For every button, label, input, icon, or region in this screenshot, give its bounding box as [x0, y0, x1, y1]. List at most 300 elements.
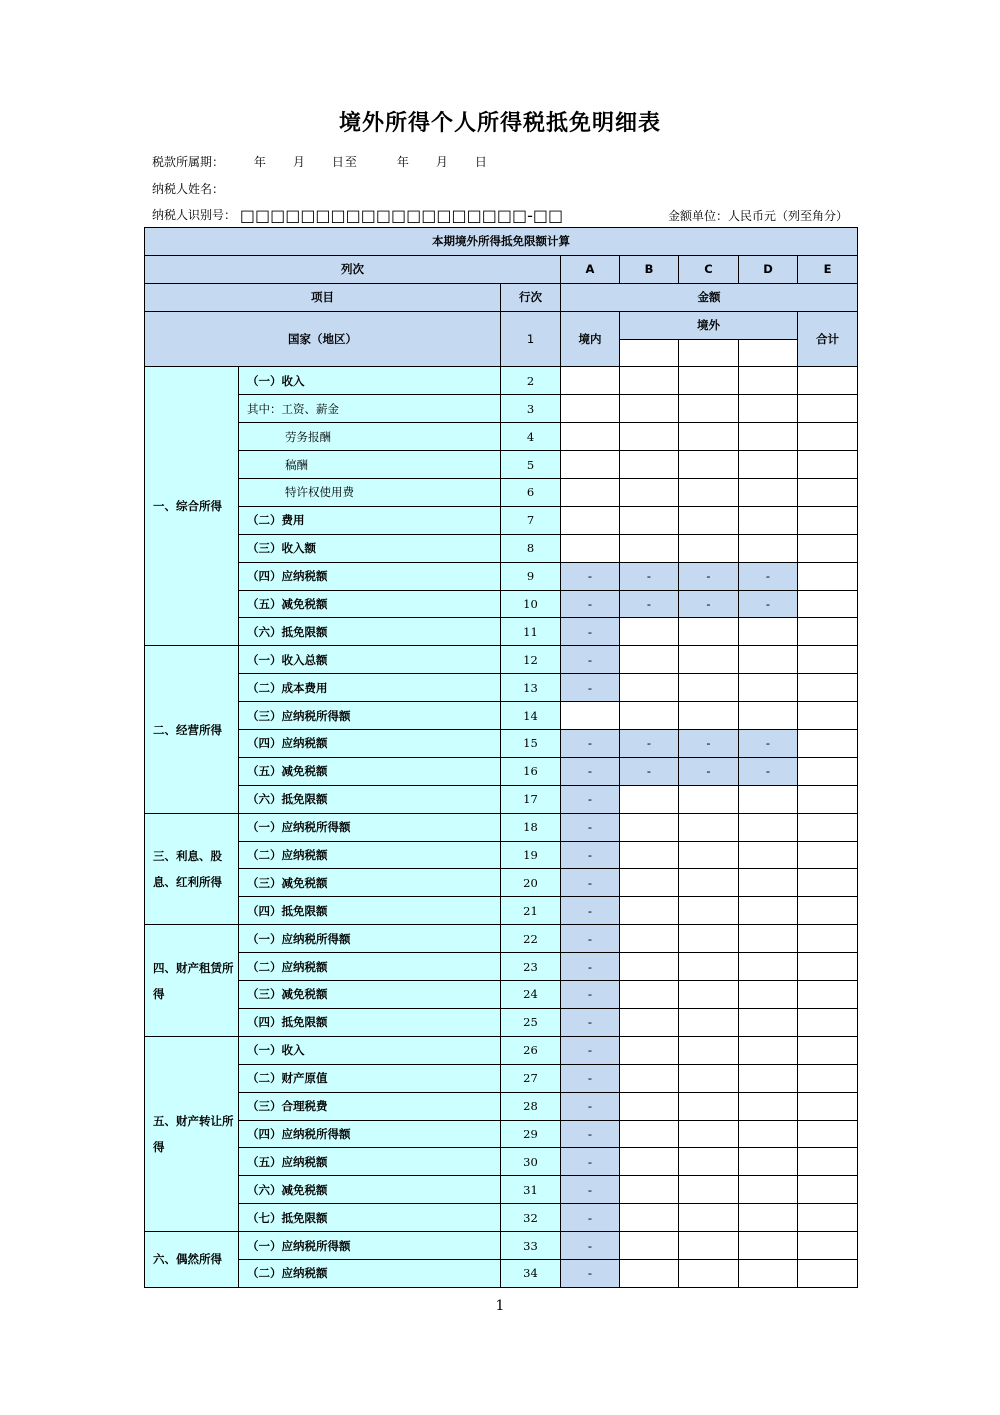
amount-input-b[interactable] [620, 1176, 679, 1204]
amount-input-b[interactable] [620, 869, 679, 897]
row-item-label: （二）应纳税额 [239, 953, 501, 981]
amount-input-a[interactable] [561, 451, 620, 479]
table-row [145, 1064, 858, 1092]
amount-input-d[interactable] [739, 981, 798, 1009]
row-number: 27 [501, 1064, 561, 1092]
disabled-cell-d: - [739, 562, 798, 590]
amount-input-b[interactable] [620, 1204, 679, 1232]
disabled-cell-a: - [561, 1036, 620, 1064]
table-row [145, 841, 858, 869]
row-item-label: （二）应纳税额 [239, 1259, 501, 1287]
row-number: 12 [501, 646, 561, 674]
amount-input-d[interactable] [739, 451, 798, 479]
disabled-cell-a: - [561, 841, 620, 869]
amount-input-e[interactable] [798, 590, 858, 618]
row-number: 22 [501, 925, 561, 953]
row-number: 28 [501, 1092, 561, 1120]
amount-input-d[interactable] [739, 1064, 798, 1092]
amount-input-d[interactable] [739, 479, 798, 507]
table-row [145, 1120, 858, 1148]
period-value: 年 月 日至 年 月 日 [253, 155, 488, 169]
row-number: 25 [501, 1008, 561, 1036]
col-d: D [739, 255, 798, 283]
col-label: 列次 [145, 255, 561, 283]
table-row [145, 730, 858, 758]
amount-input-c[interactable] [679, 367, 739, 395]
table-row [145, 1232, 858, 1260]
row-number: 34 [501, 1259, 561, 1287]
amount-input-e[interactable] [798, 1120, 858, 1148]
disabled-cell-a: - [561, 1232, 620, 1260]
col-a: A [561, 255, 620, 283]
table-row [145, 590, 858, 618]
row-item-label: （三）应纳税所得额 [239, 702, 501, 730]
id-boxes[interactable]: □□□□□□□□□□□□□□□□□□□-□□ [239, 206, 564, 225]
table-row [145, 1008, 858, 1036]
amount-input-d[interactable] [739, 423, 798, 451]
row-number: 15 [501, 730, 561, 758]
amount-input-d[interactable] [739, 367, 798, 395]
table-row [145, 367, 858, 395]
amount-input-a[interactable] [561, 423, 620, 451]
amount-unit: 金额单位：人民币元（列至角分） [667, 209, 848, 223]
amount-input-c[interactable] [679, 1148, 739, 1176]
table-row [145, 925, 858, 953]
amount-input-d[interactable] [739, 618, 798, 646]
amount-input-d[interactable] [739, 646, 798, 674]
period-label: 税款所属期： [152, 155, 225, 169]
table-row [145, 702, 858, 730]
amount-input-d[interactable] [739, 785, 798, 813]
amount-input-b[interactable] [620, 1036, 679, 1064]
row-number: 11 [501, 618, 561, 646]
amount-input-e[interactable] [798, 1092, 858, 1120]
amount-input-d[interactable] [739, 925, 798, 953]
amount-input-e[interactable] [798, 1148, 858, 1176]
amount-input-e[interactable] [798, 562, 858, 590]
category-label: 三、利息、股息、红利所得 [145, 813, 239, 925]
disabled-cell-a: - [561, 1259, 620, 1287]
amount-input-c[interactable] [679, 423, 739, 451]
row-number: 32 [501, 1204, 561, 1232]
section-title: 本期境外所得抵免限额计算 [145, 228, 858, 256]
disabled-cell-a: - [561, 925, 620, 953]
amount-input-e[interactable] [798, 423, 858, 451]
amount-input-d[interactable] [739, 1232, 798, 1260]
disabled-cell-a: - [561, 1064, 620, 1092]
row-number: 23 [501, 953, 561, 981]
row-number: 18 [501, 813, 561, 841]
country-d-input[interactable] [739, 339, 798, 367]
row-label: 行次 [501, 283, 561, 311]
disabled-cell-a: - [561, 618, 620, 646]
amount-input-e[interactable] [798, 813, 858, 841]
country-row-number: 1 [501, 311, 561, 367]
category-label: 五、财产转让所得 [145, 1036, 239, 1231]
table-row [145, 562, 858, 590]
amount-input-c[interactable] [679, 506, 739, 534]
row-item-label: （三）收入额 [239, 534, 501, 562]
table-row [145, 869, 858, 897]
amount-input-d[interactable] [739, 1259, 798, 1287]
row-item-label: （二）成本费用 [239, 674, 501, 702]
row-number: 6 [501, 479, 561, 507]
amount-input-b[interactable] [620, 1092, 679, 1120]
row-item-label: （五）减免税额 [239, 757, 501, 785]
amount-input-d[interactable] [739, 1176, 798, 1204]
table-row [145, 813, 858, 841]
amount-input-d[interactable] [739, 534, 798, 562]
disabled-cell-b: - [620, 757, 679, 785]
row-item-label: （三）减免税额 [239, 869, 501, 897]
row-item-label: 稿酬 [239, 451, 501, 479]
domestic-label: 境内 [561, 311, 620, 367]
row-item-label: （一）应纳税所得额 [239, 813, 501, 841]
row-item-label: （三）减免税额 [239, 981, 501, 1009]
row-item-label: （七）抵免限额 [239, 1204, 501, 1232]
amount-input-b[interactable] [620, 674, 679, 702]
amount-input-c[interactable] [679, 702, 739, 730]
id-label: 纳税人识别号： [152, 208, 237, 222]
row-number: 19 [501, 841, 561, 869]
row-item-label: （四）应纳税所得额 [239, 1120, 501, 1148]
amount-input-e[interactable] [798, 451, 858, 479]
row-item-label: （四）应纳税额 [239, 730, 501, 758]
disabled-cell-a: - [561, 562, 620, 590]
disabled-cell-a: - [561, 590, 620, 618]
amount-input-d[interactable] [739, 869, 798, 897]
row-number: 8 [501, 534, 561, 562]
table-row [145, 953, 858, 981]
amount-input-e[interactable] [798, 367, 858, 395]
table-row [145, 534, 858, 562]
disabled-cell-a: - [561, 1008, 620, 1036]
table-row [145, 981, 858, 1009]
amount-input-b[interactable] [620, 841, 679, 869]
row-number: 31 [501, 1176, 561, 1204]
disabled-cell-a: - [561, 1176, 620, 1204]
disabled-cell-a: - [561, 1204, 620, 1232]
col-c: C [679, 255, 739, 283]
period-line [152, 153, 488, 170]
table-row [145, 506, 858, 534]
table-row [145, 395, 858, 423]
disabled-cell-a: - [561, 1148, 620, 1176]
amount-input-e[interactable] [798, 841, 858, 869]
country-b-input[interactable] [620, 339, 679, 367]
row-number: 9 [501, 562, 561, 590]
amount-input-c[interactable] [679, 618, 739, 646]
disabled-cell-a: - [561, 897, 620, 925]
amount-input-b[interactable] [620, 1120, 679, 1148]
amount-input-e[interactable] [798, 869, 858, 897]
page-title: 境外所得个人所得税抵免明细表 [338, 111, 661, 136]
amount-input-c[interactable] [679, 479, 739, 507]
disabled-cell-a: - [561, 674, 620, 702]
amount-input-d[interactable] [739, 841, 798, 869]
amount-input-c[interactable] [679, 1120, 739, 1148]
table-row [145, 674, 858, 702]
row-item-label: （六）减免税额 [239, 1176, 501, 1204]
row-number: 7 [501, 506, 561, 534]
row-item-label: （三）合理税费 [239, 1092, 501, 1120]
row-number: 26 [501, 1036, 561, 1064]
table-row [145, 1204, 858, 1232]
amount-input-d[interactable] [739, 702, 798, 730]
amount-input-d[interactable] [739, 506, 798, 534]
disabled-cell-c: - [679, 757, 739, 785]
row-number: 2 [501, 367, 561, 395]
disabled-cell-a: - [561, 1120, 620, 1148]
amount-input-c[interactable] [679, 1204, 739, 1232]
amount-input-e[interactable] [798, 730, 858, 758]
table-row [145, 757, 858, 785]
disabled-cell-d: - [739, 590, 798, 618]
row-item-label: （一）收入总额 [239, 646, 501, 674]
amount-input-b[interactable] [620, 702, 679, 730]
row-item-label: （二）费用 [239, 506, 501, 534]
amount-input-c[interactable] [679, 1259, 739, 1287]
amount-input-b[interactable] [620, 367, 679, 395]
category-label: 四、财产租赁所得 [145, 925, 239, 1037]
table-row [145, 646, 858, 674]
disabled-cell-a: - [561, 813, 620, 841]
amount-input-c[interactable] [679, 925, 739, 953]
disabled-cell-b: - [620, 730, 679, 758]
row-number: 5 [501, 451, 561, 479]
amount-input-b[interactable] [620, 451, 679, 479]
table-row [145, 1176, 858, 1204]
category-label: 六、偶然所得 [145, 1232, 239, 1288]
row-number: 3 [501, 395, 561, 423]
row-item-label: （四）抵免限额 [239, 897, 501, 925]
amount-input-e[interactable] [798, 506, 858, 534]
amount-input-c[interactable] [679, 785, 739, 813]
row-item-label: （二）财产原值 [239, 1064, 501, 1092]
amount-input-e[interactable] [798, 981, 858, 1009]
amount-input-e[interactable] [798, 395, 858, 423]
amount-input-c[interactable] [679, 1176, 739, 1204]
amount-input-e[interactable] [798, 925, 858, 953]
amount-input-c[interactable] [679, 1008, 739, 1036]
name-label: 纳税人姓名： [152, 182, 225, 196]
amount-input-b[interactable] [620, 1259, 679, 1287]
row-number: 30 [501, 1148, 561, 1176]
disabled-cell-a: - [561, 869, 620, 897]
tax-credit-table [144, 227, 858, 1288]
foreign-label: 境外 [620, 311, 798, 339]
amount-input-b[interactable] [620, 813, 679, 841]
table-row [145, 1036, 858, 1064]
amount-input-c[interactable] [679, 981, 739, 1009]
amount-label: 金额 [561, 283, 858, 311]
amount-input-d[interactable] [739, 1008, 798, 1036]
row-number: 29 [501, 1120, 561, 1148]
row-number: 13 [501, 674, 561, 702]
disabled-cell-a: - [561, 981, 620, 1009]
amount-input-e[interactable] [798, 618, 858, 646]
amount-input-b[interactable] [620, 479, 679, 507]
disabled-cell-b: - [620, 590, 679, 618]
table-row [145, 897, 858, 925]
amount-input-e[interactable] [798, 674, 858, 702]
amount-input-c[interactable] [679, 813, 739, 841]
amount-input-c[interactable] [679, 534, 739, 562]
country-c-input[interactable] [679, 339, 739, 367]
amount-input-d[interactable] [739, 1204, 798, 1232]
country-label: 国家（地区） [145, 311, 501, 367]
row-number: 20 [501, 869, 561, 897]
disabled-cell-a: - [561, 646, 620, 674]
row-item-label: （一）应纳税所得额 [239, 925, 501, 953]
amount-input-b[interactable] [620, 395, 679, 423]
row-number: 24 [501, 981, 561, 1009]
amount-input-d[interactable] [739, 953, 798, 981]
amount-input-b[interactable] [620, 981, 679, 1009]
category-label: 二、经营所得 [145, 646, 239, 813]
amount-input-b[interactable] [620, 618, 679, 646]
row-item-label: （五）减免税额 [239, 590, 501, 618]
table-row [145, 423, 858, 451]
amount-input-e[interactable] [798, 646, 858, 674]
amount-input-c[interactable] [679, 451, 739, 479]
amount-input-e[interactable] [798, 953, 858, 981]
amount-input-e[interactable] [798, 1008, 858, 1036]
amount-input-c[interactable] [679, 1064, 739, 1092]
row-item-label: （六）抵免限额 [239, 785, 501, 813]
amount-input-b[interactable] [620, 534, 679, 562]
amount-input-e[interactable] [798, 1259, 858, 1287]
category-label: 一、综合所得 [145, 367, 239, 646]
amount-input-c[interactable] [679, 1092, 739, 1120]
amount-input-e[interactable] [798, 479, 858, 507]
table-row [145, 618, 858, 646]
amount-input-d[interactable] [739, 897, 798, 925]
disabled-cell-a: - [561, 785, 620, 813]
amount-input-b[interactable] [620, 1064, 679, 1092]
amount-input-d[interactable] [739, 1036, 798, 1064]
amount-input-d[interactable] [739, 674, 798, 702]
table-row [145, 1148, 858, 1176]
total-label: 合计 [798, 311, 858, 367]
row-item-label: 劳务报酬 [239, 423, 501, 451]
amount-input-b[interactable] [620, 1008, 679, 1036]
amount-input-d[interactable] [739, 813, 798, 841]
amount-input-b[interactable] [620, 925, 679, 953]
table-row [145, 451, 858, 479]
amount-input-e[interactable] [798, 1036, 858, 1064]
amount-input-d[interactable] [739, 395, 798, 423]
amount-input-b[interactable] [620, 897, 679, 925]
amount-input-b[interactable] [620, 506, 679, 534]
amount-input-e[interactable] [798, 1204, 858, 1232]
row-item-label: （五）应纳税额 [239, 1148, 501, 1176]
disabled-cell-c: - [679, 730, 739, 758]
page-number: 1 [495, 1298, 505, 1314]
row-number: 14 [501, 702, 561, 730]
row-item-label: （一）应纳税所得额 [239, 1232, 501, 1260]
row-number: 16 [501, 757, 561, 785]
amount-input-e[interactable] [798, 702, 858, 730]
col-b: B [620, 255, 679, 283]
row-item-label: （四）应纳税额 [239, 562, 501, 590]
col-e: E [798, 255, 858, 283]
amount-input-c[interactable] [679, 953, 739, 981]
row-number: 33 [501, 1232, 561, 1260]
amount-input-e[interactable] [798, 785, 858, 813]
amount-input-c[interactable] [679, 841, 739, 869]
amount-input-c[interactable] [679, 897, 739, 925]
amount-input-b[interactable] [620, 646, 679, 674]
disabled-cell-a: - [561, 1092, 620, 1120]
amount-input-a[interactable] [561, 367, 620, 395]
id-line [152, 206, 563, 225]
item-label: 项目 [145, 283, 501, 311]
amount-input-c[interactable] [679, 674, 739, 702]
disabled-cell-c: - [679, 562, 739, 590]
table-row [145, 479, 858, 507]
row-number: 21 [501, 897, 561, 925]
amount-input-b[interactable] [620, 423, 679, 451]
amount-input-e[interactable] [798, 757, 858, 785]
row-number: 4 [501, 423, 561, 451]
table-row [145, 785, 858, 813]
amount-input-d[interactable] [739, 1092, 798, 1120]
amount-input-e[interactable] [798, 1232, 858, 1260]
disabled-cell-b: - [620, 562, 679, 590]
amount-input-b[interactable] [620, 1148, 679, 1176]
disabled-cell-c: - [679, 590, 739, 618]
row-item-label: （二）应纳税额 [239, 841, 501, 869]
row-item-label: 特许权使用费 [239, 479, 501, 507]
amount-input-b[interactable] [620, 1232, 679, 1260]
amount-input-a[interactable] [561, 702, 620, 730]
amount-input-e[interactable] [798, 1064, 858, 1092]
amount-input-d[interactable] [739, 1148, 798, 1176]
amount-input-a[interactable] [561, 506, 620, 534]
name-line [152, 180, 224, 197]
amount-input-a[interactable] [561, 534, 620, 562]
row-number: 17 [501, 785, 561, 813]
amount-input-a[interactable] [561, 395, 620, 423]
disabled-cell-d: - [739, 730, 798, 758]
disabled-cell-d: - [739, 757, 798, 785]
row-item-label: 其中：工资、薪金 [239, 395, 501, 423]
amount-input-e[interactable] [798, 1176, 858, 1204]
row-number: 10 [501, 590, 561, 618]
table-row [145, 1259, 858, 1287]
amount-input-e[interactable] [798, 534, 858, 562]
disabled-cell-a: - [561, 730, 620, 758]
table-row [145, 1092, 858, 1120]
row-item-label: （六）抵免限额 [239, 618, 501, 646]
amount-input-c[interactable] [679, 1036, 739, 1064]
amount-input-c[interactable] [679, 869, 739, 897]
amount-input-c[interactable] [679, 646, 739, 674]
amount-input-a[interactable] [561, 479, 620, 507]
row-item-label: （一）收入 [239, 367, 501, 395]
disabled-cell-a: - [561, 953, 620, 981]
row-item-label: （一）收入 [239, 1036, 501, 1064]
amount-input-b[interactable] [620, 953, 679, 981]
row-item-label: （四）抵免限额 [239, 1008, 501, 1036]
amount-input-c[interactable] [679, 395, 739, 423]
amount-input-d[interactable] [739, 1120, 798, 1148]
amount-input-b[interactable] [620, 785, 679, 813]
disabled-cell-a: - [561, 757, 620, 785]
amount-input-e[interactable] [798, 897, 858, 925]
amount-input-c[interactable] [679, 1232, 739, 1260]
